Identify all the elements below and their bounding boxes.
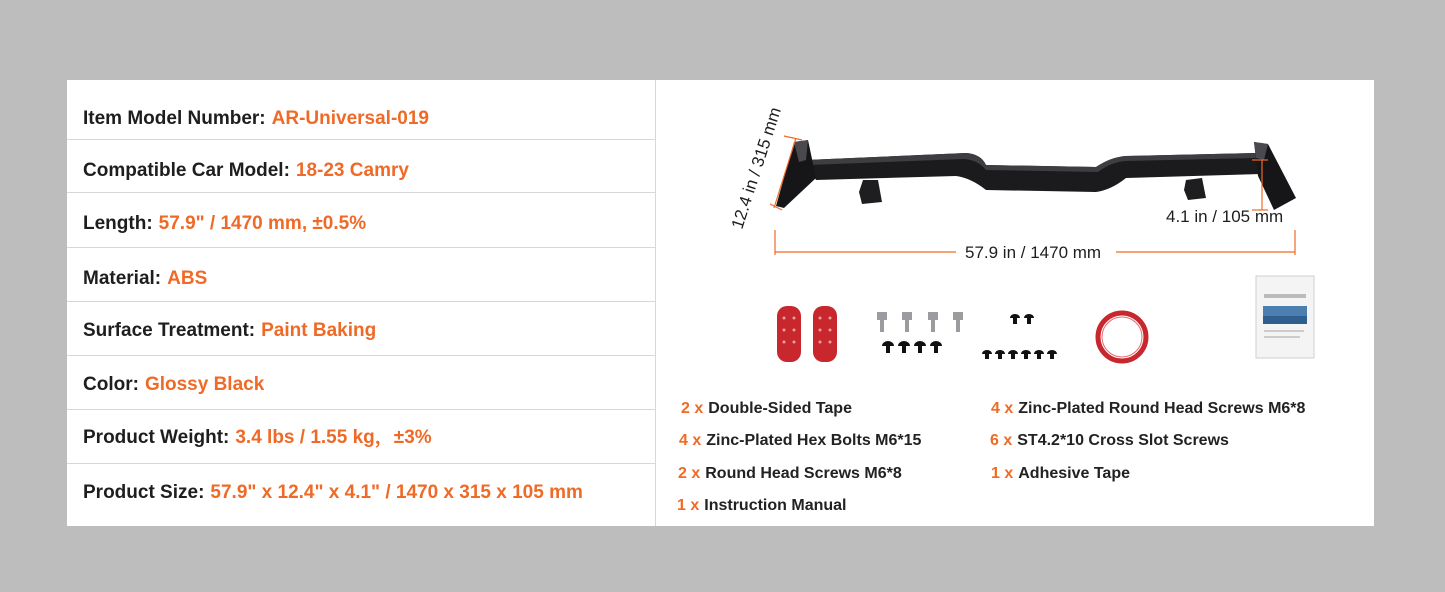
length-dimension-label: 57.9 in / 1470 mm [965, 243, 1102, 262]
accessory-name: Instruction Manual [704, 497, 847, 514]
spec-label: Product Size: [83, 482, 205, 503]
accessory-qty: 1 x [991, 465, 1014, 482]
accessory-item [990, 432, 1229, 450]
spec-row-material [67, 248, 655, 302]
spoiler-image [776, 140, 1296, 210]
height-dimension-label: 12.4 in / 315 mm [727, 104, 785, 232]
spec-table [67, 80, 656, 526]
accessory-name: Round Head Screws M6*8 [705, 465, 902, 482]
depth-dimension-label: 4.1 in / 105 mm [1166, 207, 1284, 226]
spec-row-compatible [67, 140, 655, 193]
spec-label: Product Weight: [83, 427, 230, 448]
spec-label: Color: [83, 374, 139, 395]
accessory-name: Zinc-Plated Round Head Screws M6*8 [1018, 400, 1306, 417]
spec-value: 3.4 lbs / 1.55 kg，±3% [235, 427, 432, 448]
accessory-qty: 1 x [677, 497, 700, 514]
spec-value: Glossy Black [144, 374, 265, 395]
spec-value: 57.9" / 1470 mm, ±0.5% [158, 213, 367, 234]
spec-row-color [67, 356, 655, 410]
instruction-manual-image [1256, 276, 1314, 358]
accessory-name: Adhesive Tape [1018, 465, 1130, 482]
spec-row-length [67, 193, 655, 248]
spec-label: Compatible Car Model: [83, 160, 290, 181]
accessory-qty: 2 x [678, 465, 701, 482]
accessory-qty: 4 x [679, 432, 702, 449]
spec-row-surface [67, 302, 655, 356]
spec-value: 18-23 Camry [295, 160, 409, 181]
spec-value: 57.9" x 12.4" x 4.1" / 1470 x 315 x 105 mm [210, 482, 583, 503]
spec-row-weight [67, 410, 655, 464]
hex-bolts-image [877, 312, 963, 353]
adhesive-tape-roll-image [1098, 313, 1146, 361]
spec-label: Material: [83, 268, 162, 289]
accessory-name: ST4.2*10 Cross Slot Screws [1017, 432, 1229, 449]
spec-value: ABS [167, 268, 208, 289]
product-panel [656, 80, 1374, 526]
dimension-lines [770, 136, 1295, 255]
cross-slot-screws-image [982, 314, 1057, 359]
spec-label: Item Model Number: [83, 108, 266, 129]
accessory-item [991, 465, 1130, 483]
accessory-name: Double-Sided Tape [708, 400, 852, 417]
spec-value: AR-Universal-019 [271, 108, 429, 129]
spec-card [67, 80, 1374, 526]
accessory-item [677, 497, 846, 515]
spec-row-size [67, 464, 655, 526]
accessory-item [991, 400, 1305, 418]
accessory-name: Zinc-Plated Hex Bolts M6*15 [706, 432, 922, 449]
spec-row-model [67, 80, 655, 140]
spec-value: Paint Baking [261, 320, 377, 341]
double-sided-tape-image [777, 306, 837, 362]
accessory-qty: 4 x [991, 400, 1014, 417]
accessory-item [679, 432, 921, 450]
spec-label: Surface Treatment: [83, 320, 256, 341]
accessory-qty: 6 x [990, 432, 1013, 449]
spoiler-diagram [656, 80, 1374, 380]
accessory-item [678, 465, 902, 483]
accessory-item [681, 400, 852, 418]
accessory-qty: 2 x [681, 400, 704, 417]
spec-label: Length: [83, 213, 153, 234]
